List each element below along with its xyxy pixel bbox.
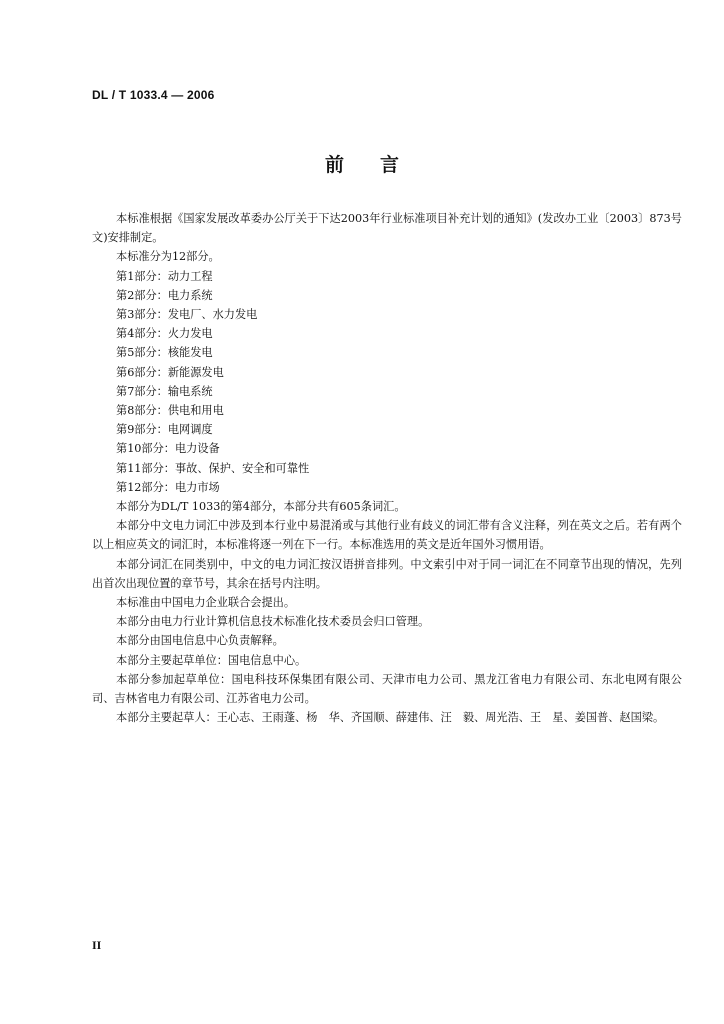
list-item-part-4: 第4部分：火力发电 <box>116 327 213 341</box>
list-item-part-3: 第3部分：发电厂、水力发电 <box>116 308 258 322</box>
list-item-part-10: 第10部分：电力设备 <box>116 442 220 456</box>
paragraph-ordering-note: 本部分词汇在同类别中，中文的电力词汇按汉语拼音排列。中文索引中对于同一词汇在不同章节出现的情况，先列出首次出现位置的章节号，其余在括号内注明。 <box>92 557 682 590</box>
page-title: 前言 <box>324 154 435 176</box>
page-number: II <box>92 938 102 952</box>
foreword-body <box>92 209 682 727</box>
paragraph-annotation-note: 本部分中文电力词汇中涉及到本行业中易混淆或与其他行业有歧义的词汇带有含义注释，列在英文之后。若有两个以上相应英文的词汇时，本标准将逐一列在下一行。本标准选用的英文是近年国外习惯用语。 <box>92 519 682 552</box>
paragraph-interpreter: 本部分由国电信息中心负责解释。 <box>116 634 284 648</box>
standard-code: DL / T 1033.4 — 2006 <box>92 88 215 102</box>
list-item-part-12: 第12部分：电力市场 <box>116 480 220 494</box>
list-item-part-11: 第11部分：事故、保护、安全和可靠性 <box>116 461 310 475</box>
list-item-part-7: 第7部分：输电系统 <box>116 384 213 398</box>
paragraph-basis: 本标准根据《国家发展改革委办公厅关于下达2003年行业标准项目补充计划的通知》(发改办工业〔2003〕873号文)安排制定。 <box>92 212 682 245</box>
paragraph-proposer: 本标准由中国电力企业联合会提出。 <box>116 596 296 610</box>
list-item-part-8: 第8部分：供电和用电 <box>116 404 224 418</box>
list-item-part-6: 第6部分：新能源发电 <box>116 365 224 379</box>
list-item-part-2: 第2部分：电力系统 <box>116 288 213 302</box>
paragraph-parts-count: 本标准分为12部分。 <box>116 250 220 264</box>
paragraph-participating-units: 本部分参加起草单位：国电科技环保集团有限公司、天津市电力公司、黑龙江省电力有限公司、东北电网有限公司、吉林省电力有限公司、江苏省电力公司。 <box>92 672 682 706</box>
list-item-part-5: 第5部分：核能发电 <box>116 346 213 360</box>
paragraph-part-4-summary: 本部分为DL/T 1033的第4部分，本部分共有605条词汇。 <box>116 500 406 514</box>
paragraph-drafters: 本部分主要起草人：王心志、王雨蓬、杨 华、齐国顺、薛建伟、汪 毅、周光浩、王 星、姜国普、赵国梁。 <box>116 711 665 725</box>
list-item-part-1: 第1部分：动力工程 <box>116 269 213 283</box>
paragraph-main-drafter-unit: 本部分主要起草单位：国电信息中心。 <box>116 653 307 667</box>
paragraph-administrator: 本部分由电力行业计算机信息技术标准化技术委员会归口管理。 <box>116 615 430 629</box>
list-item-part-9: 第9部分：电网调度 <box>116 423 213 437</box>
